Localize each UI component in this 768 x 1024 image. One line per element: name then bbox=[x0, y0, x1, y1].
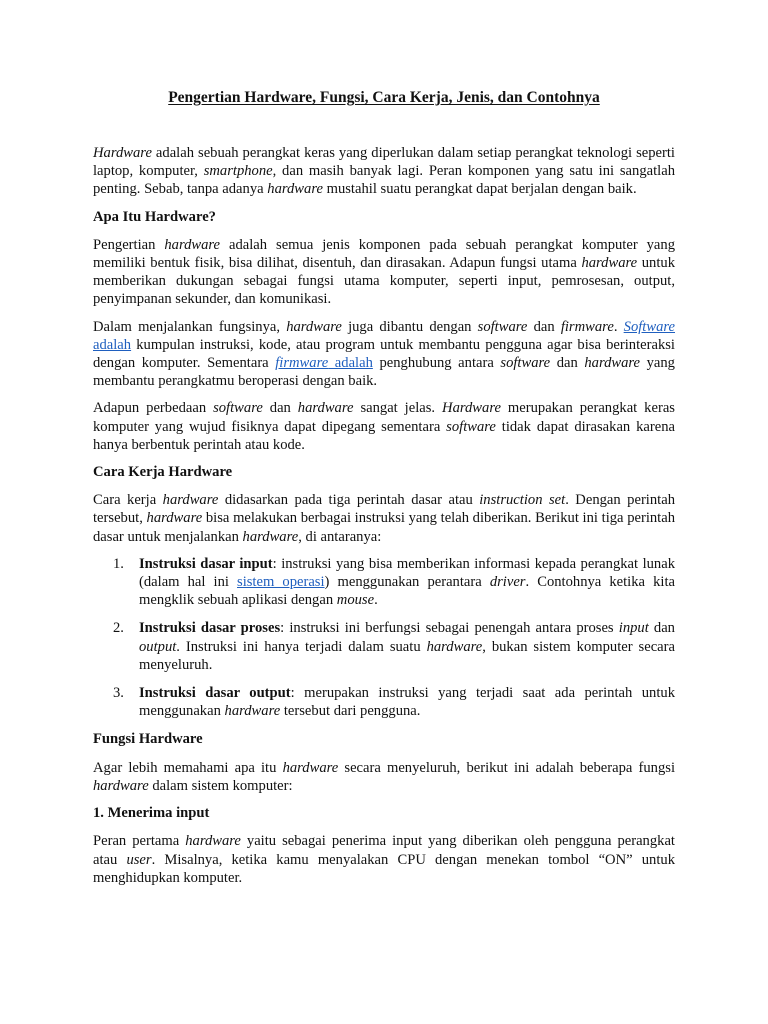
heading-apa-itu-hardware: Apa Itu Hardware? bbox=[93, 208, 216, 225]
paragraph-cara-kerja: Cara kerja hardware didasarkan pada tiga perintah dasar atau instruction set. Dengan perintah tersebut, hardware bisa melakukan berbagai instruksi yang telah diberikan. Berikut ini tiga perintah dasar untuk menjalankan hardware, di antaranya: bbox=[93, 492, 676, 545]
paragraph-fungsi: Agar lebih memahami apa itu hardware secara menyeluruh, berikut ini adalah beberapa fungsi hardware dalam sistem komputer: bbox=[93, 759, 676, 794]
link-firmware-adalah[interactable]: firmware adalah bbox=[275, 355, 373, 372]
term-hardware: Hardware bbox=[93, 145, 152, 161]
term-hardware: hardware bbox=[267, 181, 323, 198]
document-body bbox=[93, 144, 675, 896]
term-smartphone: smartphone bbox=[203, 163, 273, 180]
heading-menerima-input: 1. Menerima input bbox=[93, 805, 210, 822]
list-item: 2. Instruksi dasar proses: instruksi ini berfungsi sebagai penengah antara proses input dan output. Instruksi ini hanya terjadi dalam suatu hardware, bukan sistem komputer secara menyeluruh. bbox=[113, 620, 675, 673]
heading-fungsi-hardware: Fungsi Hardware bbox=[93, 731, 203, 748]
instruction-list bbox=[93, 555, 675, 721]
heading-cara-kerja-hardware: Cara Kerja Hardware bbox=[93, 464, 233, 481]
paragraph-pengertian: Pengertian hardware adalah semua jenis komponen pada sebuah perangkat komputer yang memiliki bentuk fisik, bisa dilihat, disentuh, dan dirasakan. Adapun fungsi utama hardware untuk memberikan dukungan sebagai fungsi utama komputer, seperti input, pemrosesan, output, penyimpanan sekunder, dan komunikasi. bbox=[93, 236, 675, 308]
document-title: Pengertian Hardware, Fungsi, Cara Kerja, Jenis, dan Contohnya bbox=[168, 89, 600, 106]
link-software-adalah[interactable]: Software adalah bbox=[93, 318, 675, 353]
paragraph-software-firmware: Dalam menjalankan fungsinya, hardware juga dibantu dengan software dan firmware. Software adalah kumpulan instruksi, kode, atau program untuk membantu pengguna agar bisa berinteraksi dengan komputer. Sementara firmware adalah penghubung antara software dan hardware yang membantu perangkatmu beroperasi dengan baik. bbox=[93, 318, 675, 390]
list-item: 3. Instruksi dasar output: merupakan instruksi yang terjadi saat ada perintah untuk menggunakan hardware tersebut dari pengguna. bbox=[113, 685, 675, 720]
link-sistem-operasi[interactable]: sistem operasi bbox=[237, 574, 325, 591]
paragraph-menerima-input: Peran pertama hardware yaitu sebagai penerima input yang diberikan oleh pengguna perangkat atau user. Misalnya, ketika kamu menyalakan CPU dengan menekan tombol “ON” untuk menghidupkan komputer. bbox=[93, 833, 675, 886]
intro-paragraph: Hardware adalah sebuah perangkat keras yang diperlukan dalam setiap perangkat teknologi seperti laptop, komputer, smartphone, dan masih banyak lagi. Peran komponen yang satu ini sangatlah penting. Sebab, tanpa adanya hardware mustahil suatu perangkat dapat berjalan dengan baik. bbox=[93, 145, 675, 198]
list-item: 1. Instruksi dasar input: instruksi yang bisa memberikan informasi kepada perangkat lunak (dalam hal ini sistem operasi) menggunakan perantara driver. Contohnya ketika kita mengklik sebuah aplikasi dengan mouse. bbox=[113, 555, 675, 609]
paragraph-perbedaan: Adapun perbedaan software dan hardware sangat jelas. Hardware merupakan perangkat keras komputer yang wujud fisiknya dapat dipegang sementara software tidak dapat dirasakan karena hanya berbentuk perintah atau kode. bbox=[93, 400, 675, 453]
